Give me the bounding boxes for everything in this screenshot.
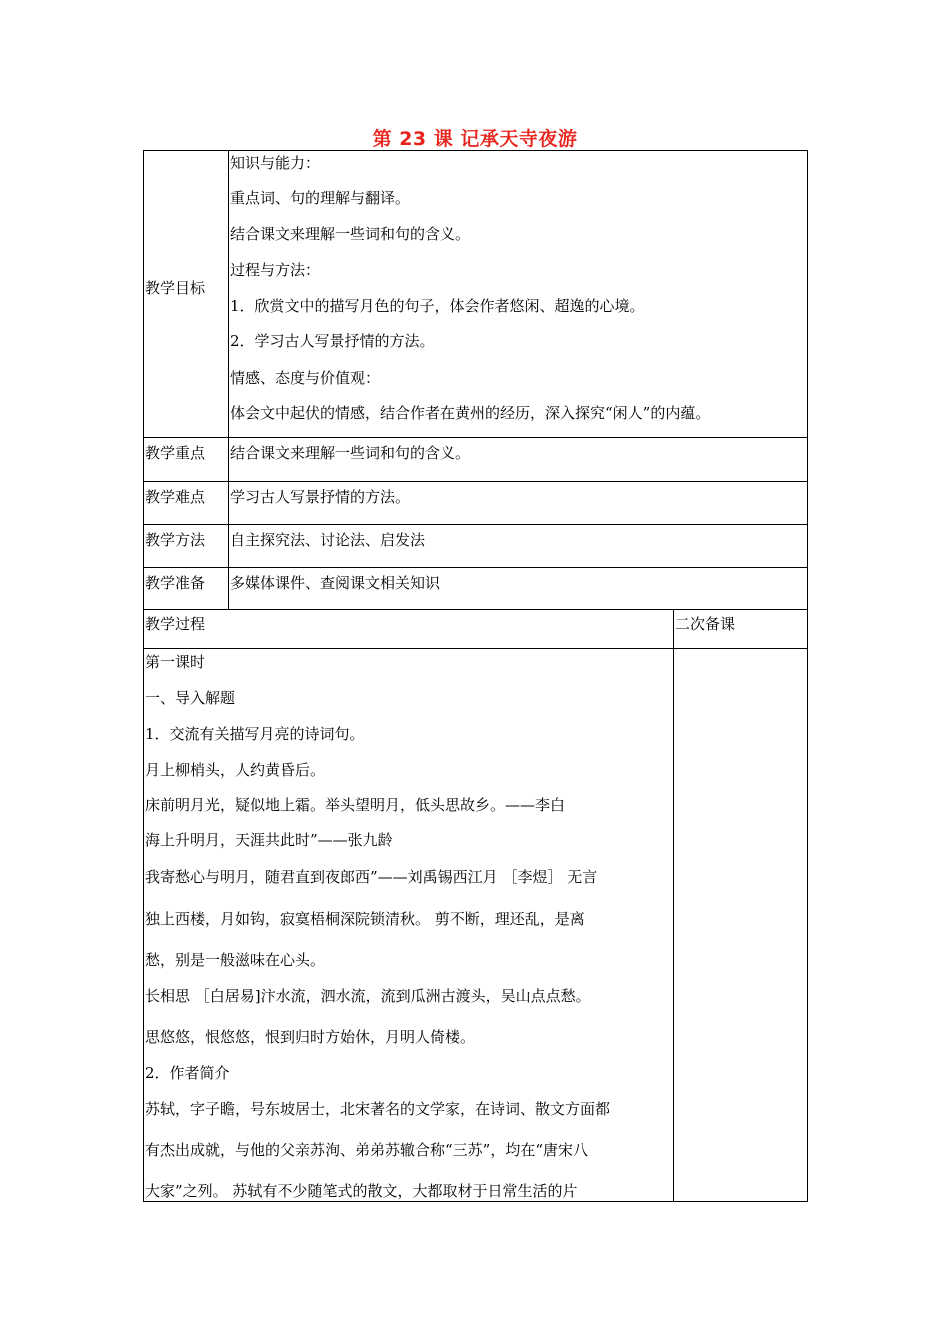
process-line: 有杰出成就，与他的父亲苏洵、弟弟苏辙合称“三苏”，均在“唐宋八: [145, 1141, 589, 1159]
objectives-line: 结合课文来理解一些词和句的含义。: [230, 225, 471, 243]
lesson-plan-table: [143, 150, 808, 1202]
difficulties-label: 教学难点: [145, 488, 206, 506]
process-line: 1．交流有关描写月亮的诗词句。: [145, 725, 365, 743]
process-line: 长相思 ［白居易]汴水流，泗水流，流到瓜洲古渡头，吴山点点愁。: [145, 987, 591, 1005]
objectives-line: 2．学习古人写景抒情的方法。: [230, 332, 435, 350]
process-line: 2．作者简介: [145, 1064, 230, 1082]
preparation-label: 教学准备: [145, 574, 206, 592]
key-points-label: 教学重点: [145, 444, 206, 462]
second-prep-header: 二次备课: [675, 615, 736, 633]
methods-value: 自主探究法、讨论法、启发法: [230, 531, 426, 549]
process-line: 床前明月光，疑似地上霜。举头望明月，低头思故乡。——李白: [145, 796, 566, 814]
objectives-line: 知识与能力：: [230, 154, 321, 172]
process-line: 我寄愁心与明月，随君直到夜郎西”——刘禹锡西江月 ［李煜］ 无言: [145, 868, 598, 886]
process-line: 大家”之列。 苏轼有不少随笔式的散文，大都取材于日常生活的片: [145, 1182, 578, 1200]
preparation-value: 多媒体课件、查阅课文相关知识: [230, 574, 441, 592]
process-line: 独上西楼，月如钩，寂寞梧桐深院锁清秋。 剪不断，理还乱，是离: [145, 910, 585, 928]
objectives-label: 教学目标: [145, 279, 206, 297]
process-header: 教学过程: [145, 615, 206, 633]
process-line: 第一课时: [145, 653, 206, 671]
process-line: 月上柳梢头，人约黄昏后。: [145, 761, 326, 779]
lesson-title: 第 23 课 记承天寺夜游: [372, 128, 578, 150]
process-line: 海上升明月，天涯共此时”——张九龄: [145, 831, 393, 849]
difficulties-value: 学习古人写景抒情的方法。: [230, 488, 411, 506]
key-points-value: 结合课文来理解一些词和句的含义。: [230, 444, 471, 462]
process-line: 一、导入解题: [145, 689, 236, 707]
process-line: 思悠悠，恨悠悠，恨到归时方始休，月明人倚楼。: [145, 1028, 476, 1046]
methods-label: 教学方法: [145, 531, 206, 549]
objectives-line: 过程与方法：: [230, 261, 321, 279]
process-line: 愁，别是一般滋味在心头。: [145, 951, 326, 969]
objectives-line: 重点词、句的理解与翻译。: [230, 189, 411, 207]
objectives-line: 体会文中起伏的情感，结合作者在黄州的经历，深入探究“闲人”的内蕴。: [230, 404, 711, 422]
process-line: 苏轼，字子瞻，号东坡居士，北宋著名的文学家，在诗词、散文方面都: [145, 1100, 611, 1118]
objectives-line: 1．欣赏文中的描写月色的句子，体会作者悠闲、超逸的心境。: [230, 297, 645, 315]
objectives-line: 情感、态度与价值观：: [230, 369, 381, 387]
